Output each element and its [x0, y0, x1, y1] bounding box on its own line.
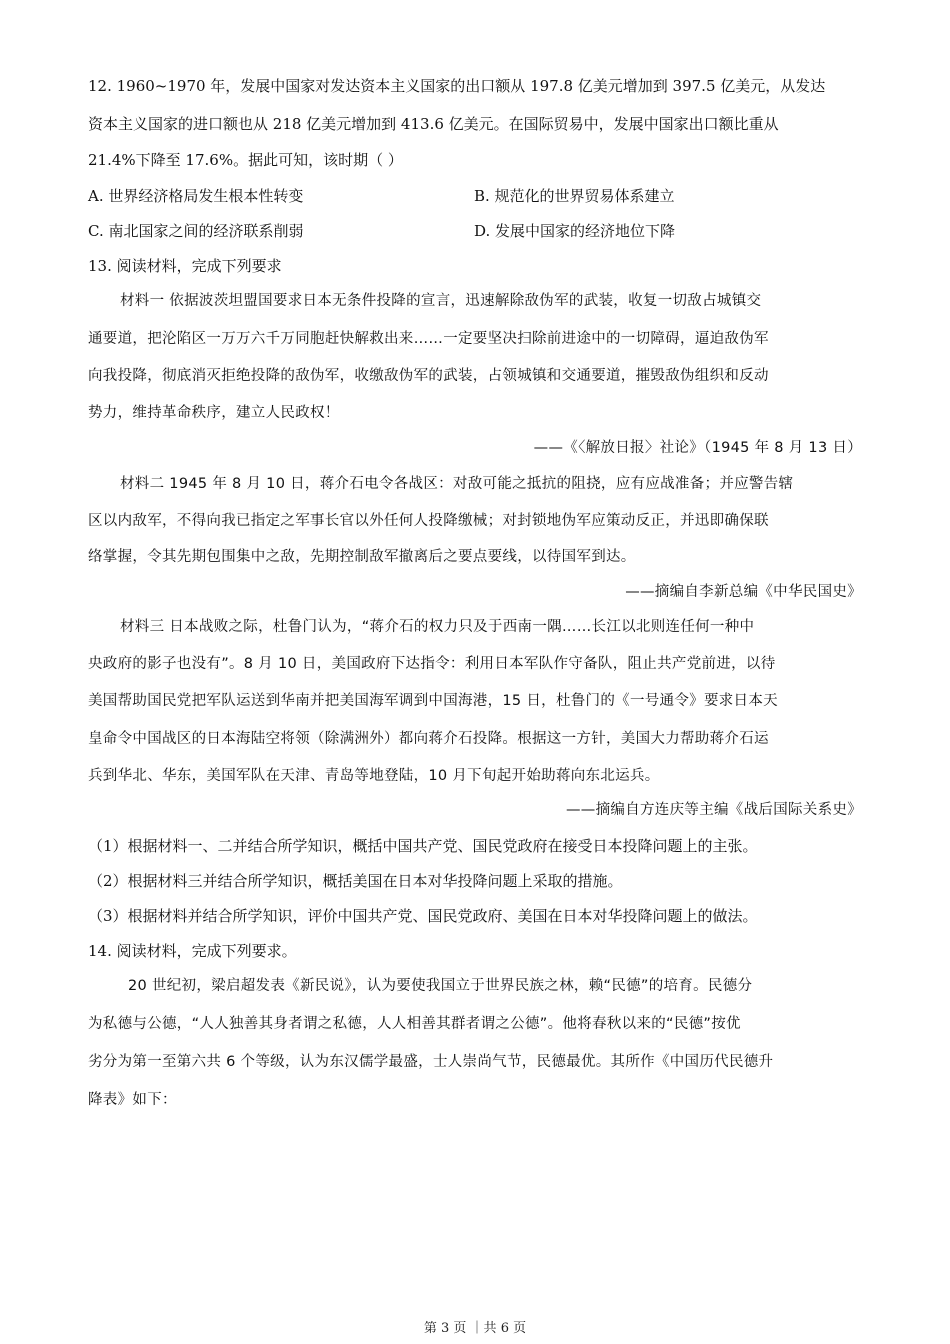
q12-line-3: 21.4%下降至 17.6%。据此可知，该时期（ ） — [88, 151, 403, 169]
q14-text-line: 20 世纪初，梁启超发表《新民说》，认为要使我国立于世界民族之林，赖“民德”的培育。民德分 — [128, 978, 753, 994]
q13-question-3: （3）根据材料并结合所学知识，评价中国共产党、国民党政府、美国在日本对华投降问题上的做法。 — [88, 907, 758, 925]
q13-material-2-line: 材料二 1945 年 8 月 10 日，蒋介石电令各战区：对敌可能之抵抗的阻挠，应有应战准备；并应警告辖 — [120, 476, 794, 492]
q13-question-1: （1）根据材料一、二并结合所学知识，概括中国共产党、国民党政府在接受日本投降问题上的主张。 — [88, 837, 758, 855]
q12-line-1: 12. 1960~1970 年，发展中国家对发达资本主义国家的出口额从 197.8 亿美元增加到 397.5 亿美元，从发达 — [88, 77, 826, 95]
page-footer: 第 3 页 ｜共 6 页 — [423, 1321, 527, 1336]
q13-material-3-line: 皇命令中国战区的日本海陆空将领（除满洲外）都向蒋介石投降。根据这一方针，美国大力帮助蒋介石运 — [88, 731, 769, 747]
q13-material-1-line: 通要道，把沦陷区一万万六千万同胞赶快解救出来……一定要坚决扫除前进途中的一切障碍，逼迫敌伪军 — [88, 331, 769, 347]
q14-text-line: 为私德与公德，“人人独善其身者谓之私德，人人相善其群者谓之公德”。他将春秋以来的“民德”按优 — [88, 1016, 741, 1032]
q13-material-2-source: ——摘编自李新总编《中华民国史》 — [625, 584, 862, 600]
q13-material-3-source: ——摘编自方连庆等主编《战后国际关系史》 — [566, 802, 862, 818]
q13-material-3-line: 材料三 日本战败之际，杜鲁门认为，“蒋介石的权力只及于西南一隅……长江以北则连任何一种中 — [120, 619, 755, 635]
q13-title: 13. 阅读材料，完成下列要求 — [88, 257, 282, 275]
q12-line-2: 资本主义国家的进口额也从 218 亿美元增加到 413.6 亿美元。在国际贸易中，发展中国家出口额比重从 — [88, 115, 779, 133]
q13-material-1-line: 势力，维持革命秩序，建立人民政权！ — [88, 405, 340, 421]
q13-material-1-line: 材料一 依据波茨坦盟国要求日本无条件投降的宣言，迅速解除敌伪军的武装，收复一切敌占城镇交 — [120, 293, 762, 309]
q12-option-b: B. 规范化的世界贸易体系建立 — [474, 187, 675, 205]
q14-title: 14. 阅读材料，完成下列要求。 — [88, 942, 297, 960]
q13-material-1-line: 向我投降，彻底消灭拒绝投降的敌伪军，收缴敌伪军的武装，占领城镇和交通要道，摧毁敌伪组织和反动 — [88, 368, 769, 384]
q13-material-2-line: 络掌握，令其先期包围集中之敌，先期控制敌军撤离后之要点要线，以待国军到达。 — [88, 549, 636, 565]
q12-option-d: D. 发展中国家的经济地位下降 — [474, 222, 676, 240]
q12-option-a: A. 世界经济格局发生根本性转变 — [88, 187, 304, 205]
q13-material-2-line: 区以内敌军，不得向我已指定之军事长官以外任何人投降缴械；对封锁地伪军应策动反正，并迅即确保联 — [88, 513, 769, 529]
q13-material-3-line: 兵到华北、华东，美国军队在天津、青岛等地登陆，10 月下旬起开始助蒋向东北运兵。 — [88, 768, 660, 784]
q13-material-3-line: 央政府的影子也没有”。8 月 10 日，美国政府下达指令：利用日本军队作守备队，阻止共产党前进，以待 — [88, 656, 776, 672]
q13-question-2: （2）根据材料三并结合所学知识，概括美国在日本对华投降问题上采取的措施。 — [88, 872, 623, 890]
q13-material-3-line: 美国帮助国民党把军队运送到华南并把美国海军调到中国海港，15 日，杜鲁门的《一号通令》要求日本天 — [88, 693, 778, 709]
q13-material-1-source: ——《〈解放日报〉社论》（1945 年 8 月 13 日） — [533, 440, 862, 456]
q14-text-line: 降表》如下： — [88, 1092, 177, 1108]
q12-option-c: C. 南北国家之间的经济联系削弱 — [88, 222, 304, 240]
q14-text-line: 劣分为第一至第六共 6 个等级，认为东汉儒学最盛，士人崇尚气节，民德最优。其所作《中国历代民德升 — [88, 1054, 774, 1070]
